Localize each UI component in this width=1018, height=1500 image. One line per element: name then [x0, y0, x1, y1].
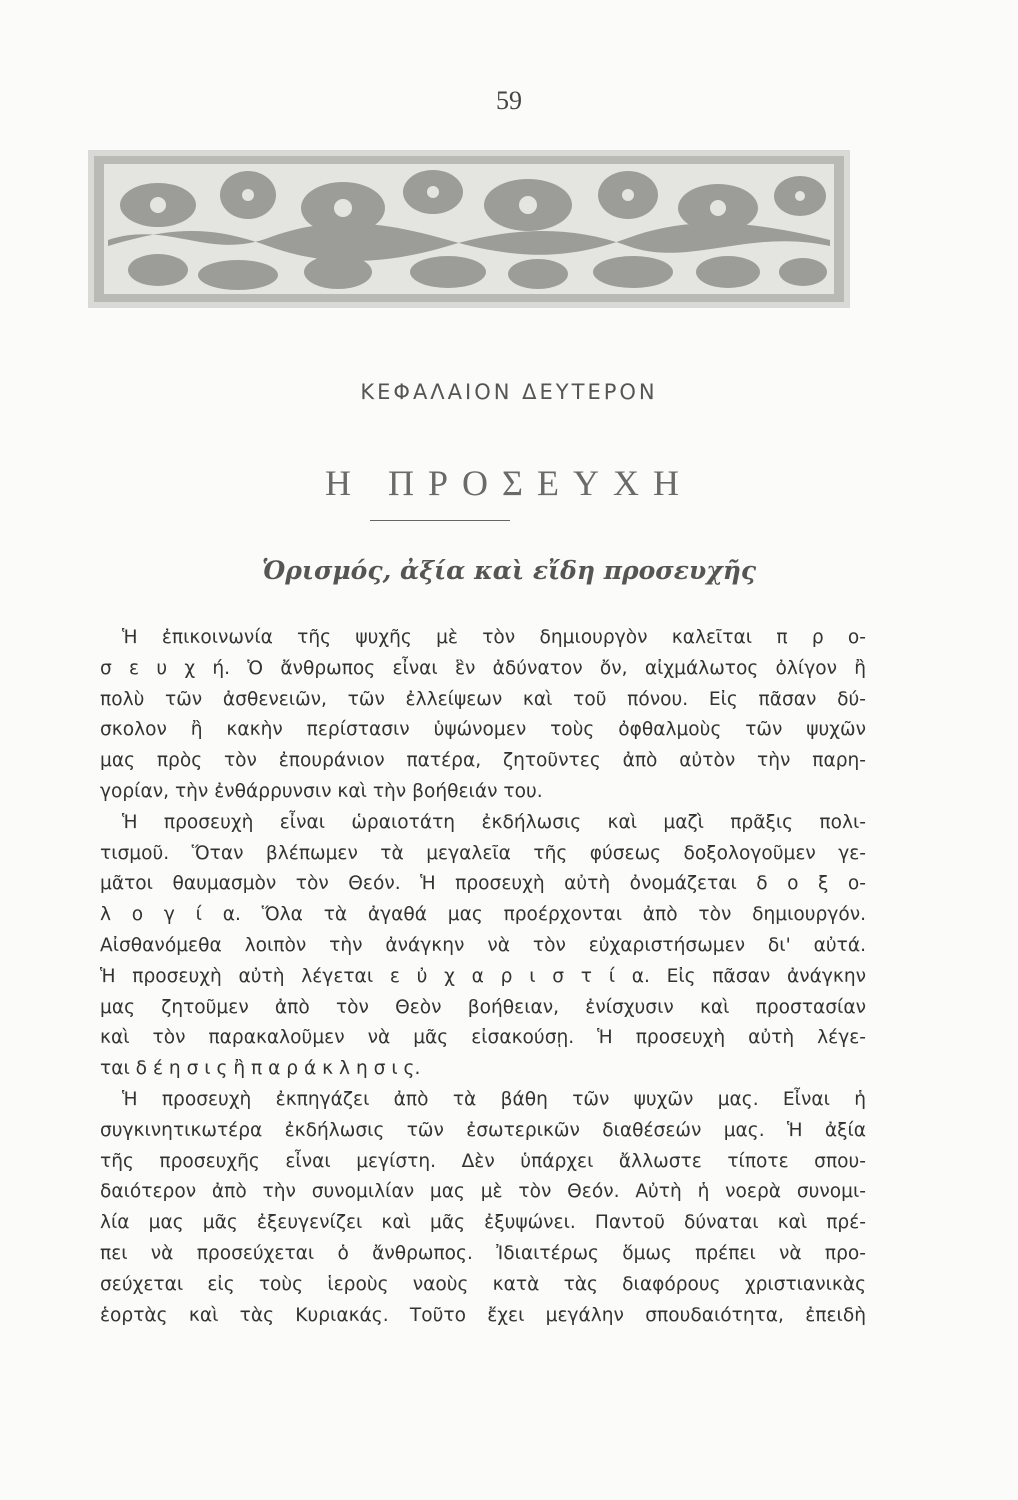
text-line: πολὺ τῶν ἀσθενειῶν, τῶν ἐλλείψεων καὶ τοῦ πόνου. Εἰς πᾶσαν δύ-: [100, 688, 866, 710]
text-line: πει νὰ προσεύχεται ὁ ἄνθρωπος. Ἰδιαιτέρως ὅμως πρέπει νὰ προ-: [100, 1242, 866, 1264]
text-line: ἑορτὰς καὶ τὰς Κυριακάς. Τοῦτο ἔχει μεγάλην σπουδαιότητα, ἐπειδὴ: [100, 1304, 866, 1326]
text-line: δαιότερον ἀπὸ τὴν συνομιλίαν μας μὲ τὸν Θεόν. Αὐτὴ ἡ νοερὰ συνομι-: [100, 1181, 866, 1203]
chapter-label: ΚΕΦΑΛΑΙΟΝ ΔΕΥΤΕΡΟΝ: [360, 380, 658, 404]
text-line: Ἡ προσευχὴ εἶναι ὡραιοτάτη ἐκδήλωσις καὶ μαζὶ πρᾶξις πολι-: [122, 811, 866, 833]
text-line: Ἡ ἐπικοινωνία τῆς ψυχῆς μὲ τὸν δημιουργὸν καλεῖται π ρ ο-: [122, 627, 866, 648]
text-line: μας ζητοῦμεν ἀπὸ τὸν Θεὸν βοήθειαν, ἐνίσχυσιν καὶ προστασίαν: [100, 996, 866, 1018]
text-line: σεύχεται εἰς τοὺς ἱεροὺς ναοὺς κατὰ τὰς διαφόρους χριστιανικὰς: [100, 1273, 866, 1295]
text-line: Αἰσθανόμεθα λοιπὸν τὴν ἀνάγκην νὰ τὸν εὐχαριστήσωμεν δι' αὐτά.: [100, 934, 866, 956]
text-line: τῆς προσευχῆς εἶναι μεγίστη. Δὲν ὑπάρχει ἄλλωστε τίποτε σπου-: [100, 1150, 866, 1172]
text-line: λία μας μᾶς ἐξευγενίζει καὶ μᾶς ἐξυψώνει. Παντοῦ δύναται καὶ πρέ-: [100, 1212, 866, 1234]
page-number: 59: [496, 86, 522, 115]
text-line: καὶ τὸν παρακαλοῦμεν νὰ μᾶς εἰσακούσῃ. Ἡ προσευχὴ αὐτὴ λέγε-: [100, 1027, 866, 1049]
text-line: ται δ έ η σ ι ς ἢ π α ρ ά κ λ η σ ι ς.: [100, 1058, 421, 1080]
text-line: γορίαν, τὴν ἐνθάρρυνσιν καὶ τὴν βοήθειάν του.: [100, 780, 543, 802]
text-line: μᾶτοι θαυμασμὸν τὸν Θεόν. Ἡ προσευχὴ αὐτὴ ὀνομάζεται δ ο ξ ο-: [100, 873, 866, 895]
text-line: τισμοῦ. Ὅταν βλέπωμεν τὰ μεγαλεῖα τῆς φύσεως δοξολογοῦμεν γε-: [100, 842, 866, 864]
text-line: Ἡ προσευχὴ αὐτὴ λέγεται ε ὐ χ α ρ ι σ τ ί α. Εἰς πᾶσαν ἀνάγκην: [100, 965, 866, 987]
body-text: [100, 623, 866, 1331]
text-line: σ ε υ χ ή. Ὁ ἄνθρωπος εἶναι ἓν ἀδύνατον ὄν, αἰχμάλωτος ὀλίγον ἢ: [100, 657, 866, 679]
text-line: λ ο γ ί α. Ὅλα τὰ ἀγαθά μας προέρχονται ἀπὸ τὸν δημιουργόν.: [100, 904, 866, 926]
chapter-title: Η ΠΡΟΣΕΥΧΗ: [325, 463, 693, 503]
text-line: Ἡ προσευχὴ ἐκπηγάζει ἀπὸ τὰ βάθη τῶν ψυχῶν μας. Εἶναι ἡ: [122, 1088, 866, 1110]
text-line: σκολον ἢ κακὴν περίστασιν ὑψώνομεν τοὺς ὀφθαλμοὺς τῶν ψυχῶν: [100, 719, 866, 741]
title-rule: [370, 520, 510, 521]
section-heading: Ὁρισμός, ἀξία καὶ εἴδη προσευχῆς: [261, 556, 757, 585]
floral-ornament-icon: [88, 150, 850, 308]
text-line: συγκινητικωτέρα ἐκδήλωσις τῶν ἐσωτερικῶν διαθέσεών μας. Ἡ ἀξία: [100, 1119, 866, 1141]
text-line: μας πρὸς τὸν ἐπουράνιον πατέρα, ζητοῦντες ἀπὸ αὐτὸν τὴν παρη-: [100, 750, 866, 772]
